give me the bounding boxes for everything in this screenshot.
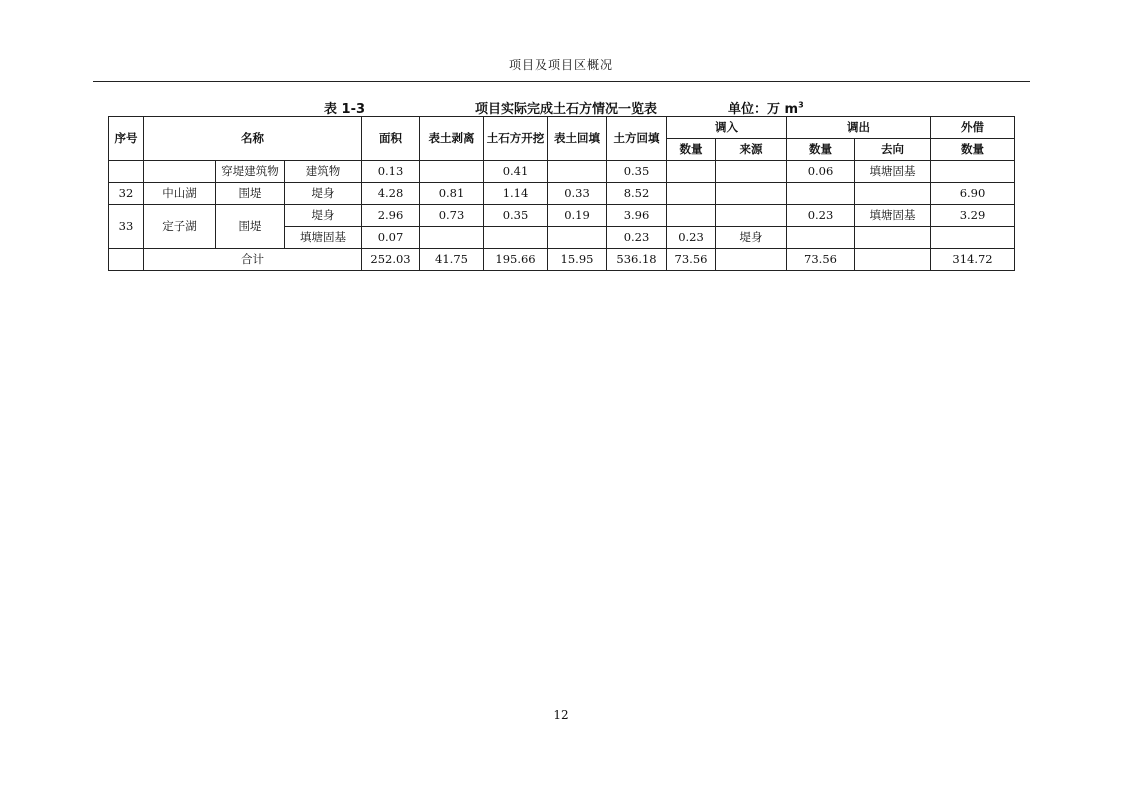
item-cell: 填塘固基 <box>285 227 362 249</box>
topsoil-fill-cell: 15.95 <box>548 249 607 271</box>
col-out-qty: 数量 <box>787 139 855 161</box>
out-qty-cell: 0.23 <box>787 205 855 227</box>
out-destination-cell: 填塘固基 <box>855 161 931 183</box>
excavation-cell: 0.35 <box>484 205 548 227</box>
excavation-cell: 0.41 <box>484 161 548 183</box>
name-cell: 中山湖 <box>144 183 216 205</box>
out-qty-cell: 0.06 <box>787 161 855 183</box>
unit-superscript: 3 <box>798 100 804 110</box>
seq-cell <box>109 249 144 271</box>
borrow-cell <box>931 227 1015 249</box>
in-qty-cell: 73.56 <box>667 249 716 271</box>
strip-cell <box>420 161 484 183</box>
area-cell: 252.03 <box>362 249 420 271</box>
earth-fill-cell: 3.96 <box>607 205 667 227</box>
topsoil-fill-cell: 0.33 <box>548 183 607 205</box>
name-cell <box>144 161 216 183</box>
strip-cell: 0.73 <box>420 205 484 227</box>
table-row <box>109 205 1015 227</box>
seq-cell: 32 <box>109 183 144 205</box>
running-header: 项目及项目区概况 <box>508 58 613 72</box>
table-row <box>109 161 1015 183</box>
borrow-cell <box>931 161 1015 183</box>
area-cell: 0.13 <box>362 161 420 183</box>
name-cell: 定子湖 <box>144 205 216 249</box>
strip-cell <box>420 227 484 249</box>
area-cell: 2.96 <box>362 205 420 227</box>
in-source-cell <box>716 205 787 227</box>
in-qty-cell <box>667 183 716 205</box>
col-transfer-out: 调出 <box>787 117 931 139</box>
col-borrow: 外借 <box>931 117 1015 139</box>
sub-cell: 围堤 <box>216 205 285 249</box>
in-source-cell <box>716 249 787 271</box>
in-qty-cell <box>667 161 716 183</box>
out-destination-cell: 填塘固基 <box>855 205 931 227</box>
topsoil-fill-cell: 0.19 <box>548 205 607 227</box>
area-cell: 0.07 <box>362 227 420 249</box>
header-row-1 <box>109 117 1015 139</box>
col-transfer-in: 调入 <box>667 117 787 139</box>
earth-fill-cell: 536.18 <box>607 249 667 271</box>
seq-cell <box>109 161 144 183</box>
item-cell: 堤身 <box>285 205 362 227</box>
excavation-cell <box>484 227 548 249</box>
out-destination-cell <box>855 227 931 249</box>
borrow-cell: 3.29 <box>931 205 1015 227</box>
col-topsoil-fill: 表土回填 <box>548 117 607 161</box>
table-unit <box>728 98 804 116</box>
sub-cell: 围堤 <box>216 183 285 205</box>
in-source-cell: 堤身 <box>716 227 787 249</box>
col-area: 面积 <box>362 117 420 161</box>
out-destination-cell <box>855 183 931 205</box>
borrow-cell: 314.72 <box>931 249 1015 271</box>
table-title: 项目实际完成土石方情况一览表 <box>475 102 658 117</box>
col-earth-fill: 土方回填 <box>607 117 667 161</box>
sub-cell: 穿堤建筑物 <box>216 161 285 183</box>
col-borrow-qty: 数量 <box>931 139 1015 161</box>
out-qty-cell: 73.56 <box>787 249 855 271</box>
col-strip: 表土剥离 <box>420 117 484 161</box>
col-out-destination: 去向 <box>855 139 931 161</box>
col-excavation: 土石方开挖 <box>484 117 548 161</box>
table-row <box>109 183 1015 205</box>
excavation-cell: 195.66 <box>484 249 548 271</box>
topsoil-fill-cell <box>548 161 607 183</box>
col-in-qty: 数量 <box>667 139 716 161</box>
item-cell: 建筑物 <box>285 161 362 183</box>
page-number: 12 <box>553 708 569 722</box>
table-number: 表 1-3 <box>324 102 366 117</box>
col-name: 名称 <box>144 117 362 161</box>
earth-fill-cell: 0.35 <box>607 161 667 183</box>
header-rule <box>93 81 1030 82</box>
in-qty-cell <box>667 205 716 227</box>
earth-fill-cell: 0.23 <box>607 227 667 249</box>
total-row <box>109 249 1015 271</box>
in-qty-cell: 0.23 <box>667 227 716 249</box>
out-qty-cell <box>787 183 855 205</box>
in-source-cell <box>716 161 787 183</box>
item-cell: 堤身 <box>285 183 362 205</box>
area-cell: 4.28 <box>362 183 420 205</box>
strip-cell: 41.75 <box>420 249 484 271</box>
out-qty-cell <box>787 227 855 249</box>
unit-text: 单位：万 m <box>728 102 799 117</box>
col-in-source: 来源 <box>716 139 787 161</box>
topsoil-fill-cell <box>548 227 607 249</box>
in-source-cell <box>716 183 787 205</box>
borrow-cell: 6.90 <box>931 183 1015 205</box>
earthwork-table <box>108 116 1015 271</box>
out-destination-cell <box>855 249 931 271</box>
earth-fill-cell: 8.52 <box>607 183 667 205</box>
total-label: 合计 <box>144 249 362 271</box>
seq-cell: 33 <box>109 205 144 249</box>
strip-cell: 0.81 <box>420 183 484 205</box>
excavation-cell: 1.14 <box>484 183 548 205</box>
col-seq: 序号 <box>109 117 144 161</box>
